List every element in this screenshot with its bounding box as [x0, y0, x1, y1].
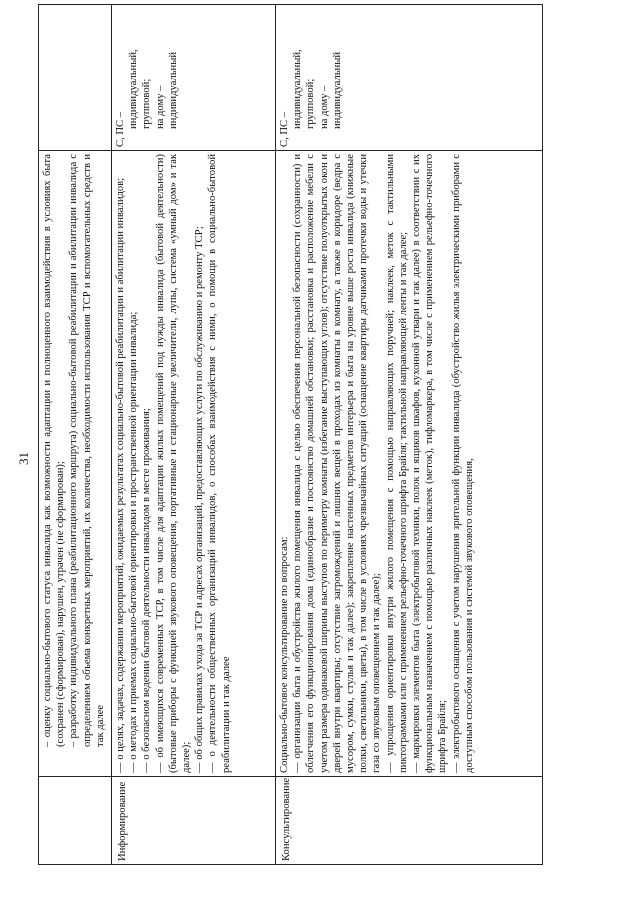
form-line: индивидуальный,: [128, 49, 140, 129]
list-item: — об имеющихся современных ТСР, в том числе для адаптации жилых помещений под нужды инвалида (бытовой деятельности) (бытовые приборы с функцией звукового оповещения, портативные и стационарные увеличители, лупы, система «умный дом» и так далее);: [154, 154, 193, 773]
service-content-cell: [39, 151, 112, 777]
form-line: индивидуальный: [167, 52, 179, 129]
service-content-cell: [112, 151, 276, 777]
form-line: С, ПС –: [115, 111, 126, 147]
list-item: — организации быта и обустройства жилого помещения инвалида с целью обеспечения персональной безопасности (сохранности) и облегчения его функционирования дома (единообразие и постоянство домашней обстановки; расстановка и расположение мебели с учетом размера одинаковой ширины выступов по периметру комнаты (избегание выступающих углов); отсутствие полуоткрытых окон и дверей внутри квартиры; отсутствие загромождений и лишних вещей в проходах из комнаты в комнату, а также в коридоре (ведра с мусором, сумки, стулья и так далее); закрепление настенных предметов интерьера и быта на уровне выше роста инвалида (книжные полки, светильники, цветы), в том числе в условиях чрезвычайных ситуаций (оснащение квартиры датчиками протечки воды и утечки газа со звуковым оповещением и так далее);: [292, 154, 383, 773]
service-name-cell: Информирование: [112, 777, 276, 865]
table-row: [276, 5, 543, 865]
list-item: — о методах и приемах социально-бытовой ориентировки и пространственной ориентации инвалида;: [128, 311, 140, 773]
service-form-cell: [112, 5, 276, 151]
table-row: [112, 5, 276, 865]
table-row: [39, 5, 112, 865]
form-line: групповой;: [141, 78, 153, 129]
service-name-cell: Консультирование: [276, 777, 543, 865]
list-item: — маркировки элементов быта (электробытовой техники, полок и ящиков шкафов, кухонной утвари и так далее) в соответствии с их функциональным назначением с помощью различных наклеек (меток), тифломаркера, в том числе с применением рельефно-точечного шрифта Брайля;: [411, 154, 449, 773]
service-form-cell: [276, 5, 543, 151]
service-content-cell: [276, 151, 543, 777]
form-line: на дому –: [154, 85, 166, 129]
form-line: на дому –: [318, 85, 330, 129]
list-item: — упрощения ориентировки внутри жилого помещения с помощью направляющих поручней; наклеек, меток с тактильными пиктограммами или с применением рельефно-точечного шрифта Брайля; тактильной направляющей ленты и так далее;: [384, 154, 409, 773]
list-item: – разработку индивидуального плана (реабилитационного маршрута) социально-бытовой реабилитации и абилитации инвалида с определением объема конкретных мероприятий, их количества, необходимости использования ТСР и вспомогательных средств и так далее: [68, 154, 106, 747]
list-item: Социально-бытовое консультирование по вопросам:: [279, 536, 290, 773]
service-name-cell: [39, 777, 112, 865]
list-item: — о целях, задачах, содержании мероприятий, ожидаемых результатах социально-бытовой реабилитации и абилитации инвалидов;: [115, 177, 126, 773]
list-item: — электробытового оснащения с учетом нарушения зрительной функции инвалида (обустройство жилья электрическими приборами с доступным способом пользования и системой звукового оповещения,: [450, 154, 475, 773]
form-line: групповой;: [305, 78, 317, 129]
form-line: индивидуальный,: [292, 49, 304, 129]
services-table: [38, 4, 543, 865]
form-line: индивидуальный: [331, 52, 343, 129]
service-form-cell: [39, 5, 112, 151]
list-item: — о деятельности общественных организаций инвалидов, о способах взаимодействия с ними, о помощи в социально-бытовой реабилитации и так далее: [207, 154, 232, 773]
list-item: — о безопасном ведении бытовой деятельности инвалидом в месте проживания;: [141, 408, 153, 773]
list-item: — об общих правилах ухода за ТСР и адресах организаций, предоставляющих услуги по обслуживанию и ремонту ТСР;: [194, 226, 206, 773]
page-number: 31: [16, 452, 31, 465]
form-line: С, ПС –: [279, 111, 290, 147]
list-item: – оценку социально-бытового статуса инвалида как возможности адаптации и полноценного взаимодействия в условиях быта (сохранен (сформирован), нарушен, утрачен (не сформирован);: [42, 154, 67, 747]
